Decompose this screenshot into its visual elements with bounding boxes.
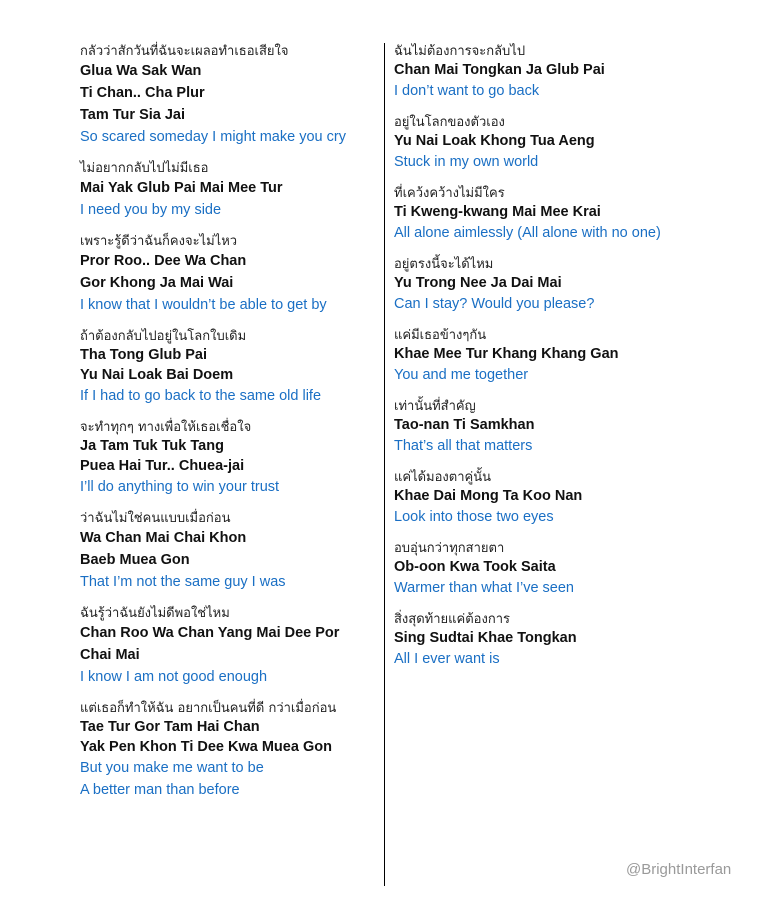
thai-line: ถ้าต้องกลับไปอยู่ในโลกใบเดิม [80, 329, 247, 344]
lyric-stanza [394, 611, 724, 670]
romanized-line: Chan Mai Tongkan Ja Glub Pai [394, 62, 605, 78]
romanized-line: Chai Mai [80, 647, 140, 663]
thai-line: แค่มีเธอข้างๆกัน [394, 328, 487, 343]
thai-line: ว่าฉันไม่ใช่คนแบบเมื่อก่อน [80, 511, 231, 526]
thai-line: อยู่ตรงนี้จะได้ไหม [394, 257, 494, 272]
english-line: But you make me want to be [80, 760, 264, 776]
column-divider [384, 43, 385, 886]
english-line: I don’t want to go back [394, 83, 540, 99]
lyric-stanza [394, 469, 724, 528]
romanized-line: Khae Mee Tur Khang Khang Gan [394, 346, 619, 362]
english-line: You and me together [394, 367, 529, 383]
romanized-line: Tha Tong Glub Pai [80, 347, 208, 363]
thai-line: แค่ได้มองตาคู่นั้น [394, 470, 491, 485]
thai-line: อบอุ่นกว่าทุกสายตา [394, 541, 505, 556]
english-line: I need you by my side [80, 202, 222, 218]
english-line: All I ever want is [394, 651, 500, 667]
english-line: That I’m not the same guy I was [80, 574, 286, 590]
romanized-line: Glua Wa Sak Wan [80, 63, 202, 79]
lyric-stanza [80, 160, 376, 221]
english-line: Can I stay? Would you please? [394, 296, 595, 312]
lyric-stanza [80, 605, 376, 688]
romanized-line: Ti Chan.. Cha Plur [80, 85, 205, 101]
romanized-line: Yu Nai Loak Bai Doem [80, 367, 234, 383]
romanized-line: Khae Dai Mong Ta Koo Nan [394, 488, 583, 504]
romanized-line: Baeb Muea Gon [80, 552, 190, 568]
lyric-stanza [80, 233, 376, 316]
thai-line: กลัวว่าสักวันที่ฉันจะเผลอทำเธอเสียใจ [80, 44, 289, 59]
lyric-stanza [394, 327, 724, 386]
romanized-line: Yu Trong Nee Ja Dai Mai [394, 275, 562, 291]
thai-line: ฉันไม่ต้องการจะกลับไป [394, 44, 526, 59]
romanized-line: Tae Tur Gor Tam Hai Chan [80, 719, 260, 735]
lyric-stanza [80, 700, 376, 801]
romanized-line: Ti Kweng-kwang Mai Mee Krai [394, 204, 601, 220]
romanized-line: Puea Hai Tur.. Chuea-jai [80, 458, 245, 474]
thai-line: ฉันรู้ว่าฉันยังไม่ดีพอใช่ไหม [80, 606, 230, 621]
lyric-stanza [80, 419, 376, 498]
thai-line: ที่เคว้งคว้างไม่มีใคร [394, 186, 505, 201]
romanized-line: Chan Roo Wa Chan Yang Mai Dee Por [80, 625, 340, 641]
thai-line: จะทำทุกๆ ทางเพื่อให้เธอเชื่อใจ [80, 420, 252, 435]
lyric-stanza [80, 43, 376, 148]
thai-line: เท่านั้นที่สำคัญ [394, 399, 476, 414]
english-line: I know that I wouldn’t be able to get by [80, 297, 327, 313]
lyric-stanza [394, 398, 724, 457]
romanized-line: Ob-oon Kwa Took Saita [394, 559, 556, 575]
english-line: Warmer than what I’ve seen [394, 580, 574, 596]
english-line: That’s all that matters [394, 438, 533, 454]
romanized-line: Wa Chan Mai Chai Khon [80, 530, 247, 546]
lyric-stanza [394, 43, 724, 102]
english-line: All alone aimlessly (All alone with no one) [394, 225, 661, 241]
thai-line: ไม่อยากกลับไปไม่มีเธอ [80, 161, 209, 176]
english-line: If I had to go back to the same old life [80, 388, 322, 404]
lyric-stanza [394, 114, 724, 173]
watermark: @BrightInterfan [626, 861, 732, 878]
thai-line: แต่เธอก็ทำให้ฉัน อยากเป็นคนที่ดี กว่าเมื่อก่อน [80, 701, 337, 716]
romanized-line: Sing Sudtai Khae Tongkan [394, 630, 577, 646]
lyrics-column-left [80, 43, 376, 813]
lyric-stanza [80, 328, 376, 407]
lyric-stanza [394, 185, 724, 244]
romanized-line: Tam Tur Sia Jai [80, 107, 186, 123]
thai-line: เพราะรู้ดีว่าฉันก็คงจะไม่ไหว [80, 234, 238, 249]
english-line: Look into those two eyes [394, 509, 554, 525]
english-line: I’ll do anything to win your trust [80, 479, 280, 495]
english-line: So scared someday I might make you cry [80, 129, 346, 145]
lyric-stanza [394, 256, 724, 315]
romanized-line: Pror Roo.. Dee Wa Chan [80, 253, 247, 269]
english-line: A better man than before [80, 782, 240, 798]
english-line: I know I am not good enough [80, 669, 268, 685]
lyrics-column-right [394, 43, 724, 682]
romanized-line: Yu Nai Loak Khong Tua Aeng [394, 133, 595, 149]
thai-line: อยู่ในโลกของตัวเอง [394, 115, 505, 130]
thai-line: สิ่งสุดท้ายแค่ต้องการ [394, 612, 510, 627]
romanized-line: Gor Khong Ja Mai Wai [80, 275, 234, 291]
lyric-stanza [394, 540, 724, 599]
english-line: Stuck in my own world [394, 154, 539, 170]
romanized-line: Tao-nan Ti Samkhan [394, 417, 535, 433]
lyric-stanza [80, 510, 376, 593]
romanized-line: Yak Pen Khon Ti Dee Kwa Muea Gon [80, 739, 332, 755]
romanized-line: Mai Yak Glub Pai Mai Mee Tur [80, 180, 283, 196]
romanized-line: Ja Tam Tuk Tuk Tang [80, 438, 224, 454]
